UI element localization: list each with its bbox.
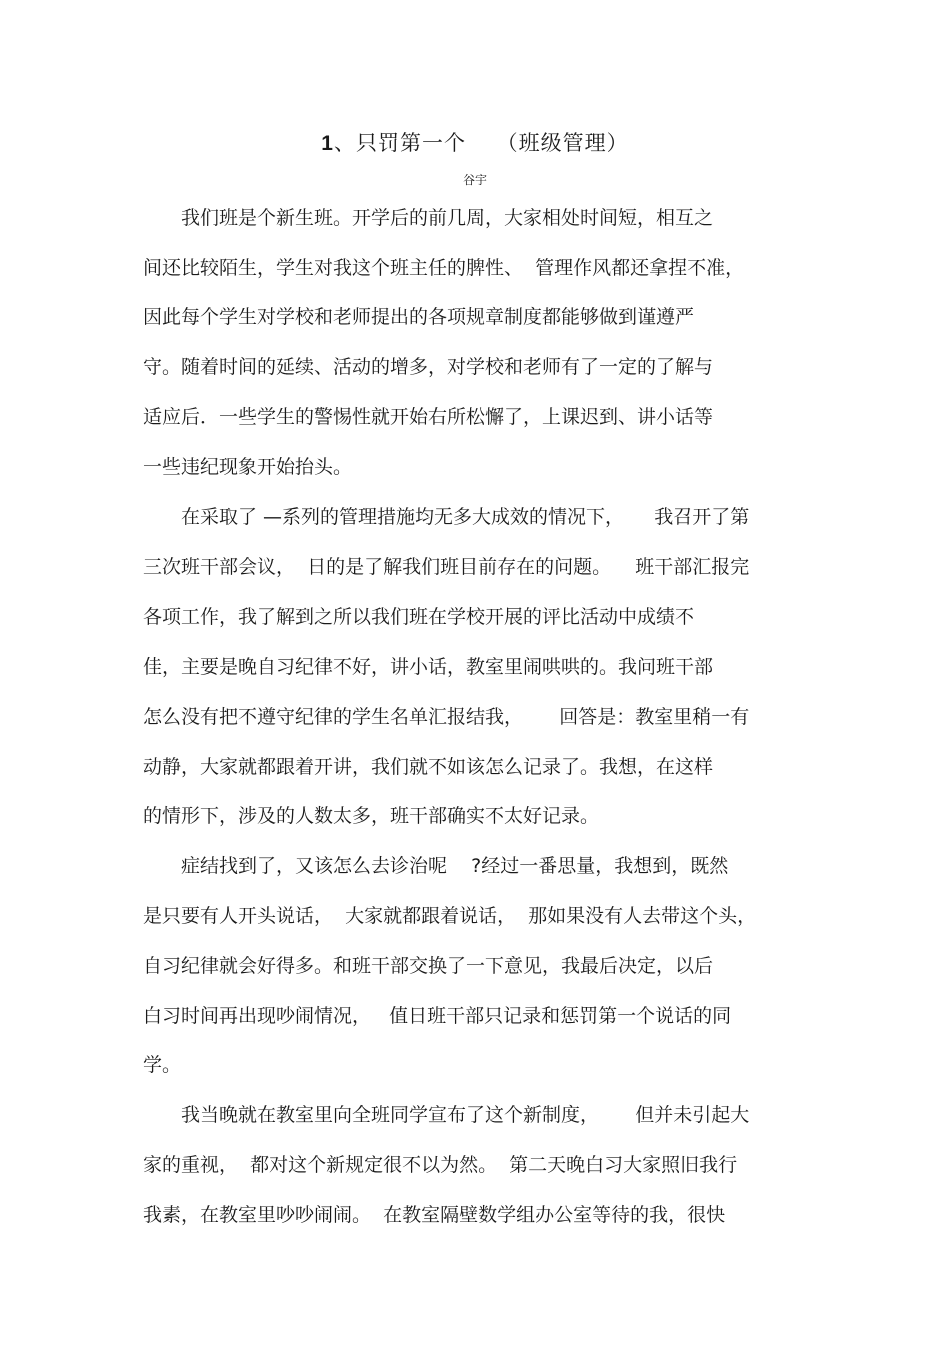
text-line: 守。随着时间的延续、活动的增多，对学校和老师有了一定的了解与 xyxy=(143,356,714,378)
author-name: 谷宇 xyxy=(462,173,487,187)
text-line: 我当晚就在教室里向全班同学宣布了这个新制度， 但并未引起大 xyxy=(181,1104,750,1126)
text-line: 自习纪律就会好得多。和班干部交换了一下意见，我最后决定，以后 xyxy=(143,955,714,977)
text-line: 是只要有人开头说话， 大家就都跟着说话， 那如果没有人去带这个头， xyxy=(143,905,757,927)
text-line: 学。 xyxy=(143,1054,182,1076)
text-line: 症结找到了，又该怎么去诊治呢 ?经过一番思量，我想到，既然 xyxy=(181,855,729,877)
text-line: 我们班是个新生班。开学后的前几周，大家相处时间短，相互之 xyxy=(181,207,714,229)
text-line: 我素，在教室里吵吵闹闹。 在教室隔壁数学组办公室等待的我，很快 xyxy=(143,1204,726,1226)
text-line: 一些违纪现象开始抬头。 xyxy=(143,456,353,478)
title-number: 1 xyxy=(321,132,334,155)
text-line: 间还比较陌生，学生对我这个班主任的脾性、 管理作风都还拿捏不准， xyxy=(143,257,745,279)
title-text: 、只罚第一个 （班级管理） xyxy=(333,131,629,155)
text-line: 三次班干部会议， 日的是了解我们班目前存在的问题。 班干部汇报完 xyxy=(143,556,750,578)
text-line: 适应后．一些学生的警惕性就开始右所松懈了，上课迟到、讲小话等 xyxy=(143,406,714,428)
text-line: 在采取了 —系列的管理措施均无多大成效的情况下， 我召开了第 xyxy=(181,506,750,528)
text-line: 佳，主要是晚自习纪律不好，讲小话，教室里闹哄哄的。我问班干部 xyxy=(143,656,714,678)
page-title xyxy=(0,128,950,159)
text-line: 白习时间再出现吵闹情况， 值日班干部只记录和惩罚第一个说话的同 xyxy=(143,1005,732,1027)
text-line: 怎么没有把不遵守纪律的学生名单汇报结我， 回答是：教室里稍一有 xyxy=(143,706,750,728)
text-line: 各项工作，我了解到之所以我们班在学校开展的评比活动中成绩不 xyxy=(143,606,695,628)
text-line: 的情形下，涉及的人数太多，班干部确实不太好记录。 xyxy=(143,805,600,827)
text-line: 动静，大家就都跟着开讲，我们就不如该怎么记录了。我想，在这样 xyxy=(143,756,714,778)
text-line: 家的重视， 都对这个新规定很不以为然。 第二天晚白习大家照旧我行 xyxy=(143,1154,738,1176)
text-line: 因此每个学生对学校和老师提出的各项规章制度都能够做到谨遵严 xyxy=(143,306,695,328)
